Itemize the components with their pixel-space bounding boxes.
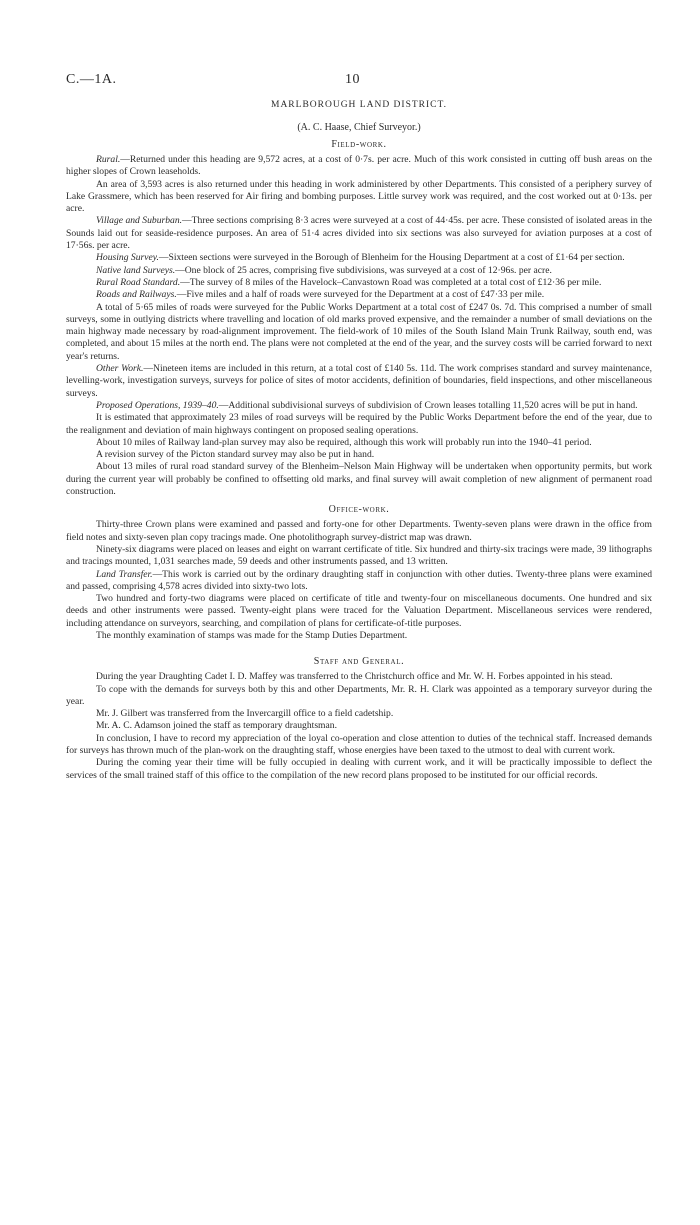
paragraph-text: A total of 5·65 miles of roads were surveyed for the Public Works Department at a total cost of £247 0s. 7d. This comprised a number of small surveys, some in outlying districts where travelling and location of old marks proved expensive, and the remainder a number of small deviations on the main highway made necessary by road-alignment improvement. The field-work of 10 miles of the South Island Main Trunk Railway, south end, was completed, and about 15 miles at the north end. The plans were not completed at the end of the year, and the survey costs will be carried forward to next year's returns. xyxy=(66,301,652,362)
paragraph-lead: Village and Suburban. xyxy=(96,215,183,227)
paragraph-text: During the year Draughting Cadet I. D. Maffey was transferred to the Christchurch office and Mr. W. H. Forbes appointed in his stead. xyxy=(96,671,613,683)
paragraph-text: Ninety-six diagrams were placed on leases and eight on warrant certificate of title. Six hundred and thirty-six tracings were made, 39 lithographs and tracings mounted, 1,031 searches made, 59 deeds and other instruments passed, and 13 written. xyxy=(66,543,652,568)
paragraph-text: To cope with the demands for surveys both by this and other Departments, Mr. R. H. Clark was appointed as a temporary surveyor during the year. xyxy=(66,683,652,707)
document-subtitle: (A. C. Haase, Chief Surveyor.) xyxy=(297,122,421,133)
paragraph xyxy=(66,708,652,720)
paragraph xyxy=(66,215,652,252)
paragraph xyxy=(66,461,652,498)
paragraph-text: —Three sections comprising 8·3 acres were surveyed at a cost of 44·45s. per acre. These consisted of isolated areas in the Sounds laid out for seaside-residence purposes. An area of 51·4 acres divided into six sections was also surveyed for aviation purposes at a cost of 17·56s. per acre. xyxy=(66,215,652,252)
paragraph-text: —Additional subdivisional surveys of subdivision of Crown leases totalling 11,520 acres will be put in hand. xyxy=(218,399,638,411)
paragraph-text: —Returned under this heading are 9,572 acres, at a cost of 0·7s. per acre. Much of this work consisted in cutting off bush areas on the higher slopes of Crown leaseholds. xyxy=(66,154,652,178)
paragraph-text: About 10 miles of Railway land-plan survey may also be required, although this work will probably run into the 1940–41 period. xyxy=(96,436,592,448)
header-reference: C.—1A. xyxy=(66,72,117,87)
paragraph xyxy=(66,449,652,461)
paragraph-lead: Rural Road Standard. xyxy=(96,276,181,288)
paragraph xyxy=(66,757,652,782)
paragraph xyxy=(66,363,652,400)
document-title: MARLBOROUGH LAND DISTRICT. xyxy=(271,100,447,110)
paragraph-lead: Housing Survey. xyxy=(96,252,159,264)
paragraph-text: About 13 miles of rural road standard survey of the Blenheim–Nelson Main Highway will be undertaken when opportunity permits, but work during the current year will probably be confined to offsetting old marks, and final survey will await completion of new alignment of permanent road construction. xyxy=(66,461,652,498)
paragraph xyxy=(66,179,652,216)
paragraph-text: —Nineteen items are included in this return, at a total cost of £140 5s. 11d. The work comprises standard and survey maintenance, levelling-work, investigation surveys, surveys for police of sites of motor accidents, definition of boundaries, field inspections, and other miscellaneous surveys. xyxy=(66,363,653,399)
paragraph xyxy=(66,720,652,732)
paragraph xyxy=(66,569,652,594)
paragraph xyxy=(66,265,652,277)
paragraph-text: —This work is carried out by the ordinary draughting staff in conjunction with other duties. Twenty-three plans were examined and passed, comprising 4,578 acres divided into sixty-two lots. xyxy=(66,568,653,592)
paragraph-text: Two hundred and forty-two diagrams were placed on certificate of title and twenty-four on miscellaneous documents. One hundred and six deeds and other instruments were passed. Twenty-eight plans were traced for the Valuation Department. Miscellaneous services were rendered, including attendance on surveyors, searching, and compilation of plans for certificate-of-title purposes. xyxy=(66,593,652,629)
paragraph-text: —Sixteen sections were surveyed in the Borough of Blenheim for the Housing Department at a cost of £1·64 per section. xyxy=(158,252,625,264)
paragraph xyxy=(66,252,652,264)
paragraph xyxy=(66,412,652,437)
paragraph-text: —Five miles and a half of roads were surveyed for the Department at a cost of £47·33 per mile. xyxy=(176,289,545,301)
paragraph xyxy=(66,630,652,642)
document-page xyxy=(66,62,652,782)
paragraph xyxy=(66,400,652,412)
paragraph xyxy=(66,277,652,289)
paragraph xyxy=(66,544,652,569)
paragraph-text: Mr. A. C. Adamson joined the staff as temporary draughtsman. xyxy=(96,720,337,732)
paragraph xyxy=(66,684,652,709)
paragraph-text: —One block of 25 acres, comprising five subdivisions, was surveyed at a cost of 12·96s. per acre. xyxy=(175,264,552,276)
office-work-body xyxy=(66,519,652,642)
paragraph-text: Thirty-three Crown plans were examined and passed and forty-one for other Departments. Twenty-seven plans were drawn in the office from field notes and sixty-seven plan copy tracings made. One photolithograph survey-district map was drawn. xyxy=(66,519,652,543)
paragraph-text: It is estimated that approximately 23 miles of road surveys will be required by the Public Works Department before the end of the year, due to the realignment and deviation of main highways contingent on proposed sealing operations. xyxy=(66,412,652,436)
paragraph xyxy=(66,519,652,544)
paragraph-lead: Proposed Operations, 1939–40. xyxy=(96,399,219,411)
paragraph-lead: Rural. xyxy=(96,154,121,165)
paragraph-text: During the coming year their time will be fully occupied in dealing with current work, and it will be practically impossible to deflect the services of the small trained staff of this office to the compilation of the new record plans proposed to be instituted for our official records. xyxy=(66,757,652,781)
section-heading-field-work: Field-work. xyxy=(331,139,387,150)
paragraph xyxy=(66,593,652,630)
paragraph xyxy=(66,437,652,449)
paragraph-lead: Roads and Railways. xyxy=(96,289,177,301)
paragraph-text: The monthly examination of stamps was made for the Stamp Duties Department. xyxy=(96,629,408,641)
paragraph xyxy=(66,302,652,363)
field-work-body xyxy=(66,154,652,498)
page-number: 10 xyxy=(345,72,360,87)
paragraph-lead: Native land Surveys. xyxy=(96,264,176,276)
paragraph xyxy=(66,154,652,179)
paragraph-lead: Land Transfer. xyxy=(96,568,153,580)
paragraph xyxy=(66,289,652,301)
paragraph-text: Mr. J. Gilbert was transferred from the Invercargill office to a field cadetship. xyxy=(96,708,394,720)
paragraph xyxy=(66,671,652,683)
paragraph-text: —The survey of 8 miles of the Havelock–Canvastown Road was completed at a total cost of £12·36 per mile. xyxy=(180,276,602,288)
paragraph-text: An area of 3,593 acres is also returned under this heading in work administered by other Departments. This consisted of a periphery survey of Lake Grassmere, which has been reserved for Air firing and bombing purposes. Little survey work was required, and the cost worked out at 0·13s. per acre. xyxy=(66,178,652,215)
paragraph-lead: Other Work. xyxy=(96,363,144,375)
paragraph-text: In conclusion, I have to record my appreciation of the loyal co-operation and close attention to duties of the technical staff. Increased demands for surveys has thrown much of the plan-work on the draughting staff, whose energies have been taxed to the utmost to deal with current work. xyxy=(66,732,652,757)
paragraph xyxy=(66,733,652,758)
staff-body xyxy=(66,671,652,782)
paragraph-text: A revision survey of the Picton standard survey may also be put in hand. xyxy=(96,449,375,461)
section-heading-staff: Staff and General. xyxy=(313,656,405,668)
section-heading-office-work: Office-work. xyxy=(328,504,390,516)
